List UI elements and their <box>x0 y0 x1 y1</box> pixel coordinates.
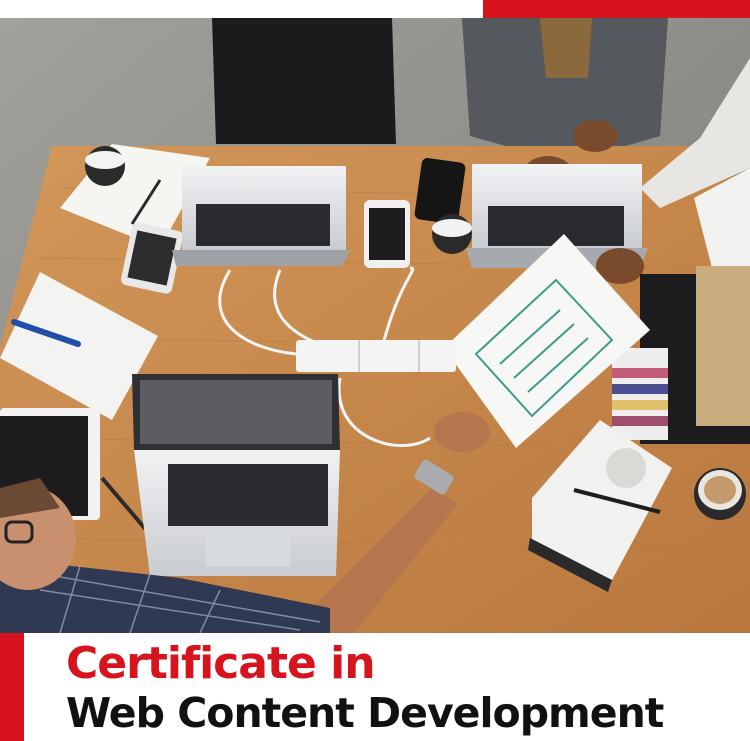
title-line-2: Web Content Development <box>66 689 664 737</box>
title-line-1: Certificate in <box>66 638 375 689</box>
teamwork-photo-icon <box>0 18 750 633</box>
top-accent-bar <box>483 0 750 18</box>
left-accent-bar <box>0 633 24 741</box>
